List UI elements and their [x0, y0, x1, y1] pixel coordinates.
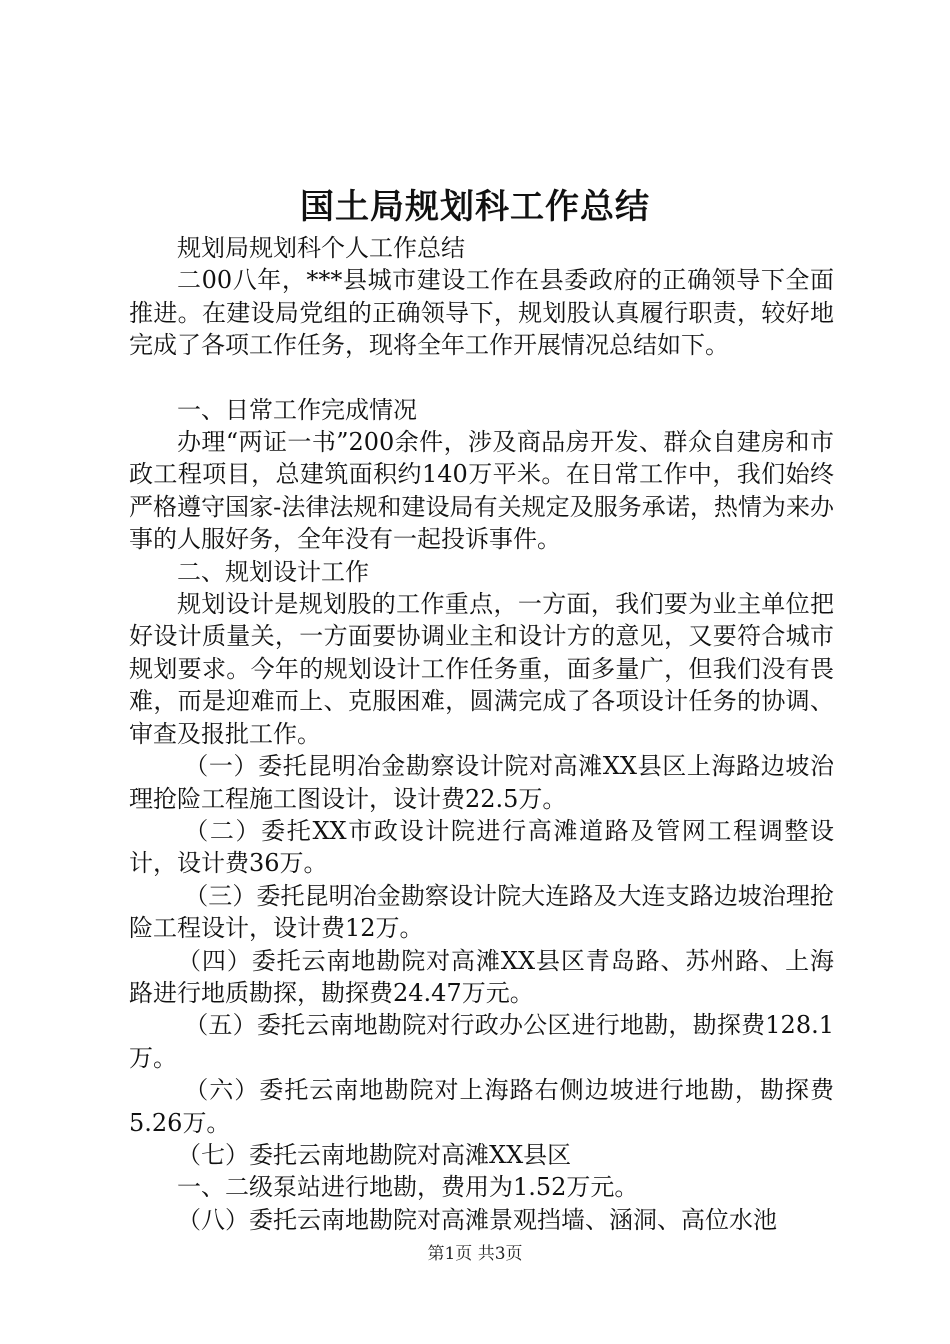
list-item-8: （八）委托云南地勘院对高滩景观挡墙、涵洞、高位水池	[177, 1205, 777, 1234]
list-item-1: （一）委托昆明冶金勘察设计院对高滩XX县区上海路边坡治理抢险工程施工图设计，设计费22.5万。	[129, 752, 834, 813]
document-body	[129, 232, 834, 1236]
document-title: 国土局规划科工作总结	[300, 187, 650, 227]
list-item-7-continued: 一、二级泵站进行地勘，费用为1.52万元。	[177, 1173, 639, 1202]
list-item-7: （七）委托云南地勘院对高滩XX县区	[177, 1140, 572, 1169]
paragraph-intro: 二00八年，***县城市建设工作在县委政府的正确领导下全面推进。在建设局党组的正确领导下，规划股认真履行职责，较好地完成了各项工作任务，现将全年工作开展情况总结如下。	[129, 266, 834, 360]
section-heading-2: 二、规划设计工作	[177, 557, 369, 586]
document-subtitle: 规划局规划科个人工作总结	[177, 234, 465, 262]
paragraph-daily-work: 办理“两证一书”200余件，涉及商品房开发、群众自建房和市政工程项目，总建筑面积约140万平米。在日常工作中，我们始终严格遵守国家-法律法规和建设局有关规定及服务承诺，热情为来办事的人服好务，全年没有一起投诉事件。	[129, 428, 834, 554]
page-footer: 第1页 共3页	[427, 1244, 523, 1264]
list-item-4: （四）委托云南地勘院对高滩XX县区青岛路、苏州路、上海路进行地质勘探，勘探费24.47万元。	[129, 946, 834, 1007]
paragraph-planning-design: 规划设计是规划股的工作重点，一方面，我们要为业主单位把好设计质量关，一方面要协调业主和设计方的意见，又要符合城市规划要求。今年的规划设计工作任务重，面多量广，但我们没有畏难，而是迎难而上、克服困难，圆满完成了各项设计任务的协调、审查及报批工作。	[129, 590, 834, 748]
list-item-3: （三）委托昆明冶金勘察设计院大连路及大连支路边坡治理抢险工程设计，设计费12万。	[129, 881, 834, 943]
list-item-2: （二）委托XX市政设计院进行高滩道路及管网工程调整设计，设计费36万。	[129, 816, 834, 878]
list-item-5: （五）委托云南地勘院对行政办公区进行地勘，勘探费128.1万。	[129, 1011, 834, 1072]
list-item-6: （六）委托云南地勘院对上海路右侧边坡进行地勘，勘探费5.26万。	[129, 1076, 834, 1137]
paragraph-gap	[129, 362, 834, 394]
section-heading-1: 一、日常工作完成情况	[177, 395, 417, 424]
